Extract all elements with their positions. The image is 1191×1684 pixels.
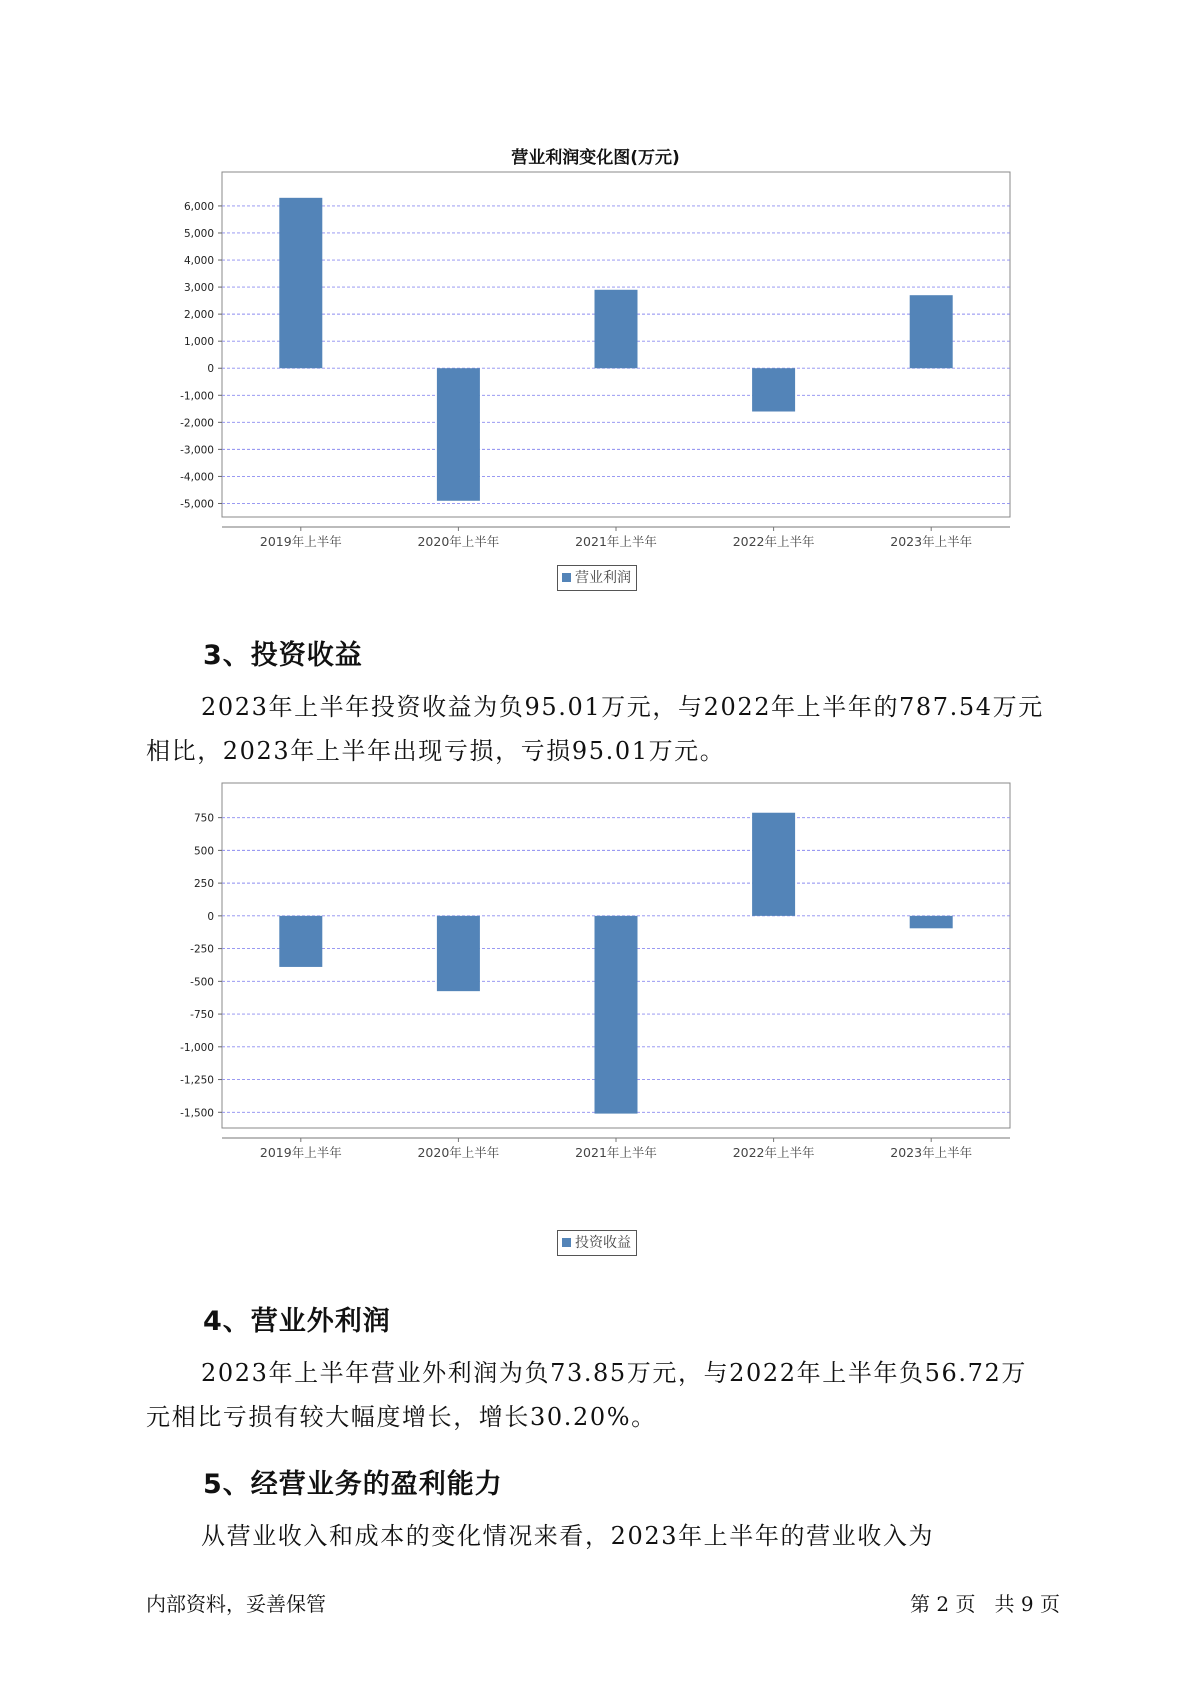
- section-heading-investment-income: 3、投资收益: [203, 640, 363, 671]
- bar: [910, 916, 953, 928]
- bar: [437, 916, 480, 991]
- y-tick-label: -750: [190, 1009, 214, 1022]
- y-tick-label: 4,000: [183, 255, 214, 268]
- y-tick-label: 500: [193, 845, 214, 858]
- y-tick-label: 0: [207, 910, 214, 923]
- paragraph-line: 2023年上半年营业外利润为负73.85万元，与2022年上半年负56.72万: [201, 1359, 1027, 1387]
- paragraph-line: 2023年上半年投资收益为负95.01万元，与2022年上半年的787.54万元: [201, 693, 1044, 721]
- bar: [279, 916, 322, 967]
- x-tick-label: 2019年上半年: [259, 534, 342, 549]
- chart-legend-operating-profit: [557, 565, 637, 591]
- y-tick-label: 1,000: [183, 336, 214, 349]
- y-tick-label: -1,000: [180, 390, 214, 403]
- y-tick-label: 6,000: [183, 200, 214, 213]
- x-tick-label: 2022年上半年: [732, 1145, 815, 1160]
- section-heading-profitability: 5、经营业务的盈利能力: [203, 1469, 503, 1500]
- paragraph-line: 相比，2023年上半年出现亏损，亏损95.01万元。: [146, 737, 726, 765]
- paragraph-line: 元相比亏损有较大幅度增长，增长30.20%。: [146, 1403, 657, 1431]
- x-tick-label: 2021年上半年: [575, 1145, 657, 1160]
- bar: [437, 368, 480, 501]
- paragraph-non-operating-profit: [146, 1351, 1056, 1439]
- y-tick-label: -500: [190, 976, 214, 989]
- y-tick-label: -2,000: [180, 417, 214, 430]
- y-tick-label: -250: [190, 943, 214, 956]
- bar: [910, 295, 953, 368]
- y-tick-label: 2,000: [183, 309, 214, 322]
- paragraph-line: 从营业收入和成本的变化情况来看，2023年上半年的营业收入为: [201, 1522, 935, 1550]
- y-tick-label: -5,000: [180, 498, 214, 511]
- section-heading-non-operating-profit: 4、营业外利润: [203, 1306, 391, 1337]
- footer-confidential-note: 内部资料，妥善保管: [146, 1592, 326, 1616]
- chart-legend-investment-income: [557, 1230, 637, 1256]
- y-tick-label: 750: [193, 812, 214, 825]
- chart-operating-profit: [0, 172, 1191, 562]
- x-tick-label: 2021年上半年: [575, 534, 657, 549]
- x-tick-label: 2020年上半年: [417, 534, 500, 549]
- y-tick-label: -1,250: [180, 1074, 214, 1087]
- legend-label: 营业利润: [575, 570, 631, 586]
- bar: [595, 916, 638, 1114]
- chart-title-operating-profit: 营业利润变化图(万元): [511, 148, 680, 168]
- x-tick-label: 2023年上半年: [890, 534, 973, 549]
- y-tick-label: -1,500: [180, 1107, 214, 1120]
- legend-swatch-icon: [562, 1238, 571, 1247]
- y-tick-label: -4,000: [180, 471, 214, 484]
- y-tick-label: -1,000: [180, 1041, 214, 1054]
- legend-label: 投资收益: [575, 1235, 631, 1251]
- paragraph-investment-income: [146, 685, 1056, 773]
- y-tick-label: -3,000: [180, 444, 214, 457]
- chart-investment-income: [0, 783, 1191, 1173]
- footer-page-number: 第 2 页 共 9 页: [910, 1592, 1060, 1616]
- legend-swatch-icon: [562, 573, 571, 582]
- x-tick-label: 2022年上半年: [732, 534, 815, 549]
- y-tick-label: 0: [207, 363, 214, 376]
- bar: [752, 813, 795, 916]
- x-tick-label: 2020年上半年: [417, 1145, 500, 1160]
- bar: [279, 198, 322, 368]
- bar: [752, 368, 795, 411]
- y-tick-label: 250: [193, 878, 214, 891]
- y-tick-label: 3,000: [183, 282, 214, 295]
- x-tick-label: 2023年上半年: [890, 1145, 973, 1160]
- bar: [595, 290, 638, 368]
- y-tick-label: 5,000: [183, 227, 214, 240]
- x-tick-label: 2019年上半年: [259, 1145, 342, 1160]
- paragraph-profitability: [146, 1514, 1056, 1558]
